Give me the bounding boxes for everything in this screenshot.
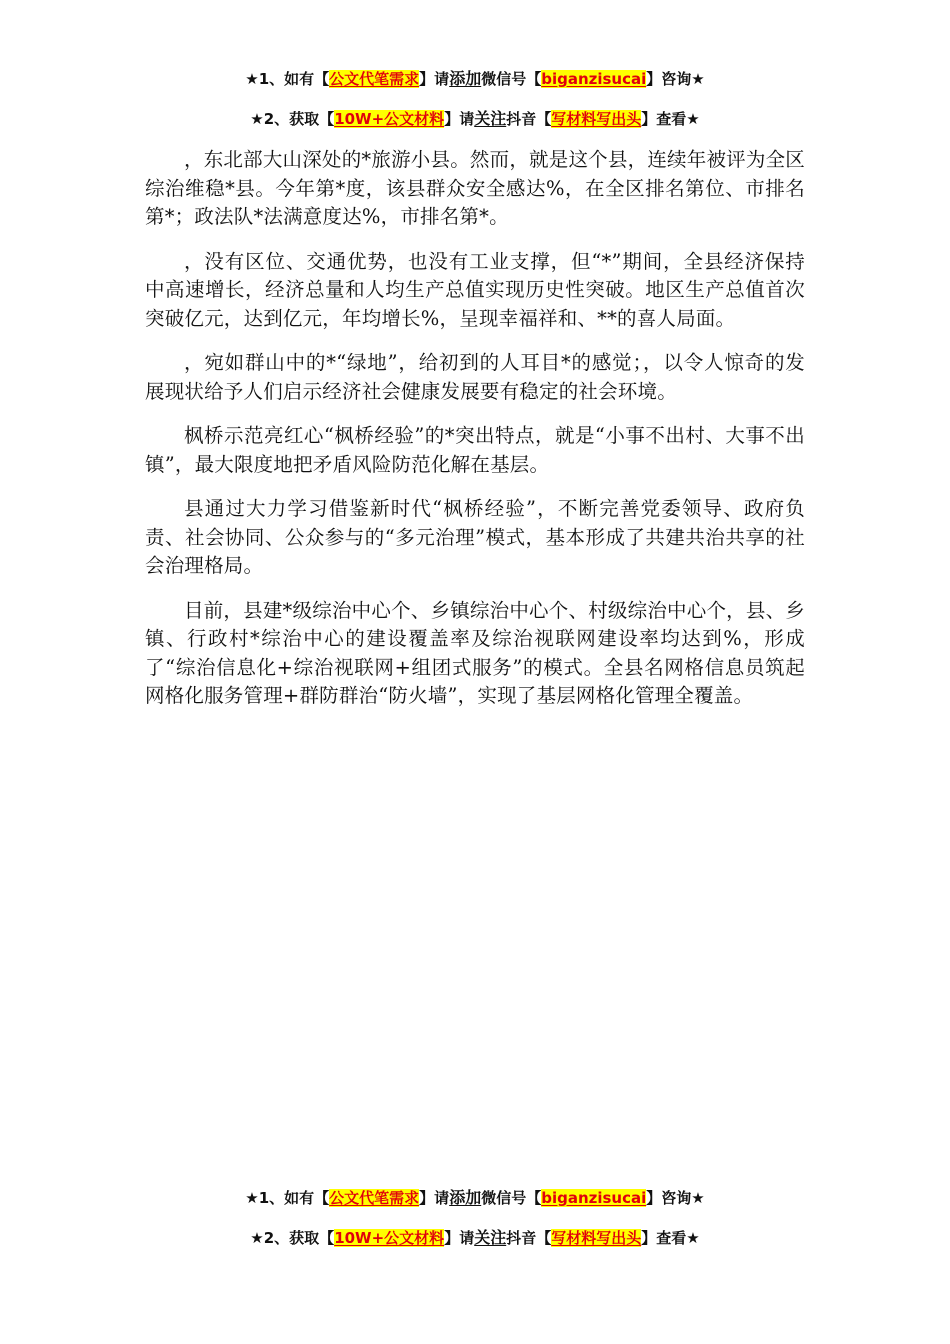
paragraph: ，东北部大山深处的*旅游小县。然而，就是这个县，连续年被评为全区综治维稳*县。今年第*度，该县群众安全感达%，在全区排名第位、市排名第*；政法队*法满意度达%，市排名第*。 <box>145 148 805 228</box>
banner-text: ★2、获取【 <box>250 1229 335 1247</box>
banner-text: 】查看★ <box>641 110 700 128</box>
paragraph: ，宛如群山中的*“绿地”，给初到的人耳目*的感觉；，以令人惊奇的发展现状给予人们启示经济社会健康发展要有稳定的社会环境。 <box>145 351 805 403</box>
banner-highlight: 10W+公文材料 <box>334 1229 445 1247</box>
banner-highlight: 写材料写出头 <box>551 1229 642 1247</box>
banner-highlight: 公文代笔需求 <box>329 1189 420 1207</box>
banner-text: 】请 <box>444 1229 475 1247</box>
paragraph: 县通过大力学习借鉴新时代“枫桥经验”，不断完善党委领导、政府负责、社会协同、公众参与的“多元治理”模式，基本形成了共建共治共享的社会治理格局。 <box>145 497 805 577</box>
banner-underline: 关注 <box>474 109 507 128</box>
banner-line-1 <box>0 68 950 108</box>
banner-text: 】请 <box>419 1189 450 1207</box>
banner-highlight: biganzisucai <box>541 70 647 88</box>
banner-highlight: 写材料写出头 <box>551 110 642 128</box>
banner-line-1 <box>0 1187 950 1227</box>
banner-underline: 添加 <box>449 1188 482 1207</box>
banner-highlight: biganzisucai <box>541 1189 647 1207</box>
banner-line-2 <box>0 1227 950 1267</box>
paragraph: 枫桥示范亮红心“枫桥经验”的*突出特点，就是“小事不出村、大事不出镇”，最大限度地把矛盾风险防范化解在基层。 <box>145 424 805 476</box>
banner-highlight: 公文代笔需求 <box>329 70 420 88</box>
banner-text: ★1、如有【 <box>245 70 330 88</box>
banner-highlight: 10W+公文材料 <box>334 110 445 128</box>
banner-text: 抖音【 <box>506 1229 552 1247</box>
banner-text: 微信号【 <box>481 70 542 88</box>
banner-text: 】请 <box>419 70 450 88</box>
banner-text: 抖音【 <box>506 110 552 128</box>
banner-underline: 关注 <box>474 1228 507 1247</box>
top-banner <box>0 68 950 148</box>
banner-text: 】咨询★ <box>646 1189 705 1207</box>
banner-text: 】咨询★ <box>646 70 705 88</box>
banner-text: 】查看★ <box>641 1229 700 1247</box>
banner-line-2 <box>0 108 950 148</box>
bottom-banner <box>0 1187 950 1267</box>
paragraph: 目前，县建*级综治中心个、乡镇综治中心个、村级综治中心个，县、乡镇、行政村*综治中心的建设覆盖率及综治视联网建设率均达到%，形成了“综治信息化+综治视联网+组团式服务”的模式。全县名网格信息员筑起网格化服务管理+群防群治“防火墙”，实现了基层网格化管理全覆盖。 <box>145 598 805 707</box>
banner-text: 微信号【 <box>481 1189 542 1207</box>
paragraph: ，没有区位、交通优势，也没有工业支撑，但“*”期间，全县经济保持中高速增长，经济总量和人均生产总值实现历史性突破。地区生产总值首次突破亿元，达到亿元，年均增长%，呈现幸福祥和、**的喜人局面。 <box>145 249 805 330</box>
banner-text: ★2、获取【 <box>250 110 335 128</box>
document-body <box>145 146 805 727</box>
banner-text: 】请 <box>444 110 475 128</box>
banner-underline: 添加 <box>449 69 482 88</box>
banner-text: ★1、如有【 <box>245 1189 330 1207</box>
